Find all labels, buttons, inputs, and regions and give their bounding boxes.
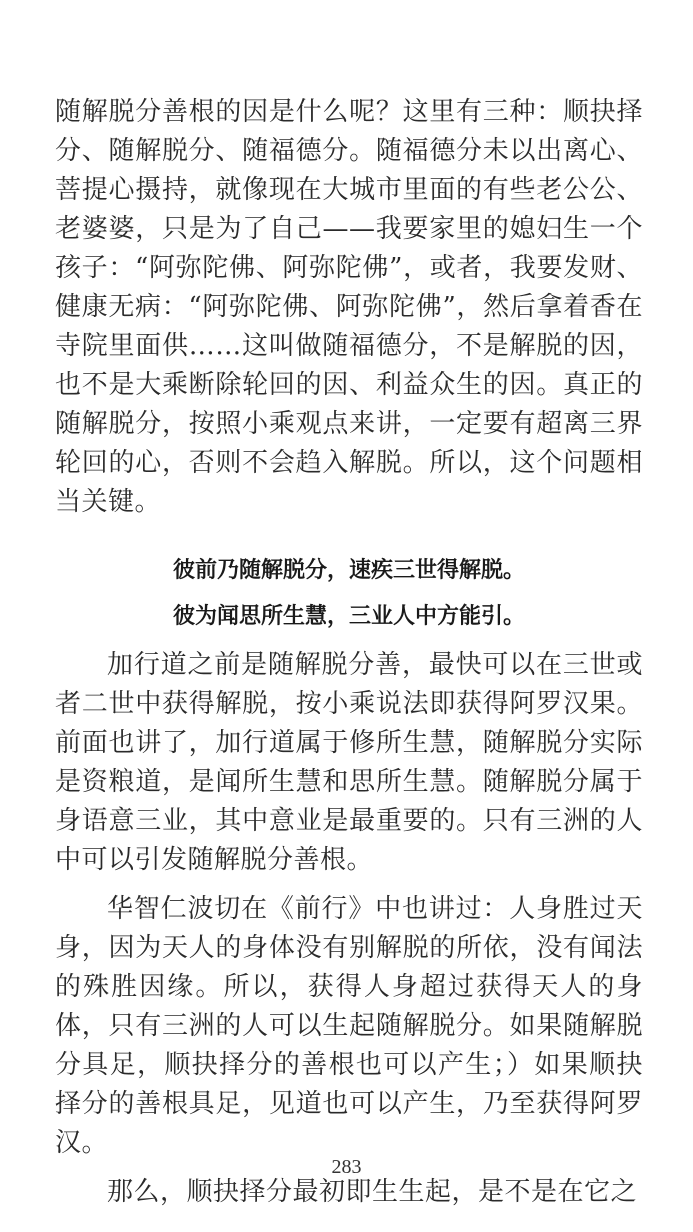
page-number: 283: [331, 1156, 362, 1178]
body-paragraph: 那么，顺抉择分最初即生生起，是不是在它之: [107, 1177, 638, 1207]
page-body: [55, 93, 643, 1212]
verse-line: 彼为闻思所生慧，三业人中方能引。: [172, 604, 525, 629]
body-paragraph: 加行道之前是随解脱分善，最快可以在三世或者二世中获得解脱，按小乘说法即获得阿罗汉果。前面也讲了，加行道属于修所生慧，随解脱分实际是资粮道，是闻所生慧和思所生慧。随解脱分属于身语意三业，其中意业是最重要的。只有三洲的人中可以引发随解脱分善根。: [55, 650, 643, 875]
paragraph-gap: [55, 880, 643, 890]
verse-block: [55, 548, 643, 640]
verse-line: 彼前乃随解脱分，速疾三世得解脱。: [172, 558, 525, 583]
body-paragraph: 随解脱分善根的因是什么呢？这里有三种：顺抉择分、随解脱分、随福德分。随福德分未以出离心、菩提心摄持，就像现在大城市里面的有些老公公、老婆婆，只是为了自己——我要家里的媳妇生一个孩子：“阿弥陀佛、阿弥陀佛”，或者，我要发财、健康无病：“阿弥陀佛、阿弥陀佛”，然后拿着香在寺院里面供……这叫做随福德分，不是解脱的因，也不是大乘断除轮回的因、利益众生的因。真正的随解脱分，按照小乘观点来讲，一定要有超离三界轮回的心，否则不会趋入解脱。所以，这个问题相当关键。: [55, 97, 643, 517]
body-paragraph: 华智仁波切在《前行》中也讲过：人身胜过天身，因为天人的身体没有别解脱的所依，没有闻法的殊胜因缘。所以，获得人身超过获得天人的身体，只有三洲的人可以生起随解脱分。如果随解脱分具足，顺抉择分的善根也可以产生；）如果顺抉择分的善根具足，见道也可以产生，乃至获得阿罗汉。: [55, 894, 643, 1158]
